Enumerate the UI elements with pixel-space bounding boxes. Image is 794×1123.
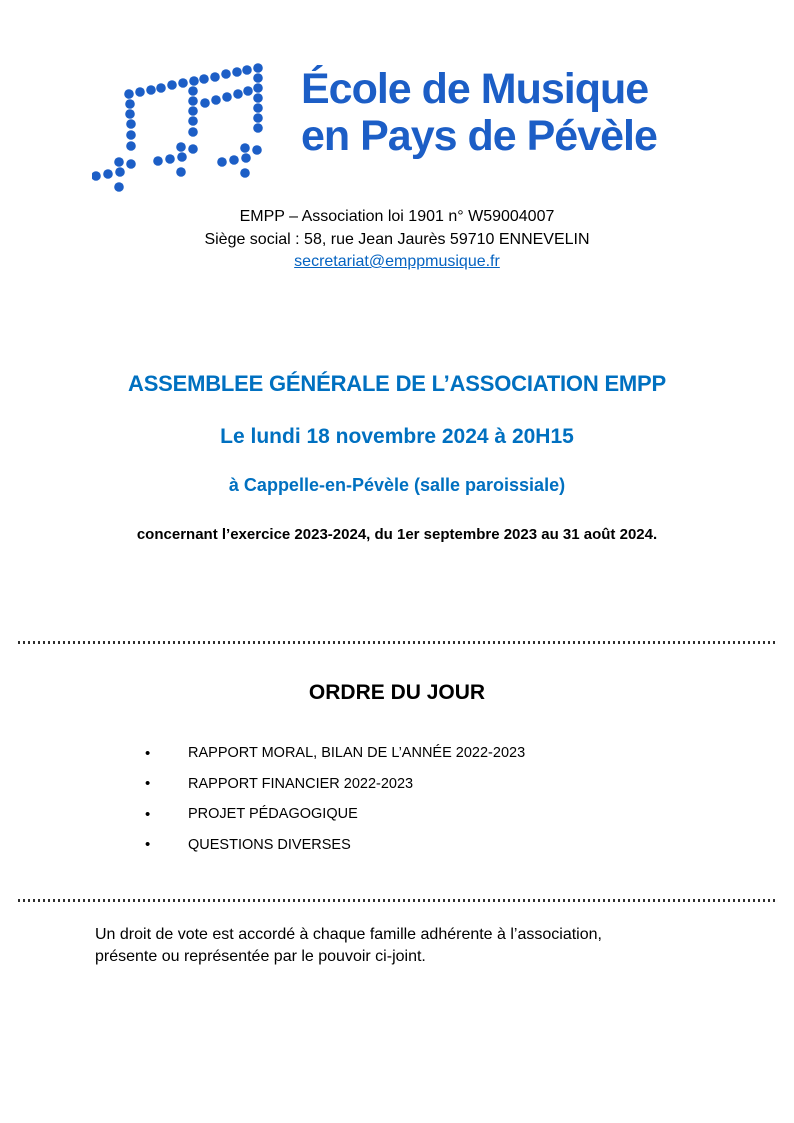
assembly-datetime: Le lundi 18 novembre 2024 à 20H15 <box>220 425 574 448</box>
logo-wordmark-line1: École de Musique <box>301 65 649 113</box>
music-notes-logo-icon <box>92 60 267 192</box>
agenda-item-label: PROJET PÉDAGOGIQUE <box>188 806 358 823</box>
assembly-location: à Cappelle-en-Pévèle (salle paroissiale) <box>228 475 566 495</box>
bullet-icon: • <box>145 836 151 854</box>
bullet-icon: • <box>145 775 151 793</box>
logo-wordmark <box>301 66 657 160</box>
agenda-item <box>145 738 525 769</box>
agenda-item <box>145 830 525 861</box>
email-link[interactable]: secretariat@emppmusique.fr <box>294 253 500 270</box>
logo-wordmark-line2: en Pays de Pévèle <box>301 112 657 160</box>
agenda-item-label: QUESTIONS DIVERSES <box>188 836 351 853</box>
bullet-icon: • <box>145 744 151 762</box>
agenda-item-label: RAPPORT FINANCIER 2022-2023 <box>188 775 414 792</box>
bullet-icon: • <box>145 805 151 823</box>
agenda-item <box>145 799 525 830</box>
agenda-heading: ORDRE DU JOUR <box>308 681 486 704</box>
voting-note-line1: Un droit de vote est accordé à chaque famille adhérente à l’association, <box>95 926 602 943</box>
org-address: Siège social : 58, rue Jean Jaurès 59710 ENNEVELIN <box>204 230 590 248</box>
dotted-divider-bottom <box>18 899 776 902</box>
assembly-period: concernant l’exercice 2023-2024, du 1er septembre 2023 au 31 août 2024. <box>136 526 658 543</box>
org-registration: EMPP – Association loi 1901 n° W59004007 <box>239 208 555 225</box>
agenda-item <box>145 769 525 800</box>
assembly-title: ASSEMBLEE GÉNÉRALE DE L’ASSOCIATION EMPP <box>128 371 666 396</box>
header-logo <box>92 60 657 192</box>
dotted-divider-top <box>18 641 776 644</box>
voting-note <box>95 924 602 968</box>
agenda-item-label: RAPPORT MORAL, BILAN DE L’ANNÉE 2022-2023 <box>188 745 526 762</box>
org-details <box>0 206 794 274</box>
voting-note-line2: présente ou représentée par le pouvoir ci-joint. <box>95 948 426 965</box>
agenda-list <box>145 738 525 860</box>
